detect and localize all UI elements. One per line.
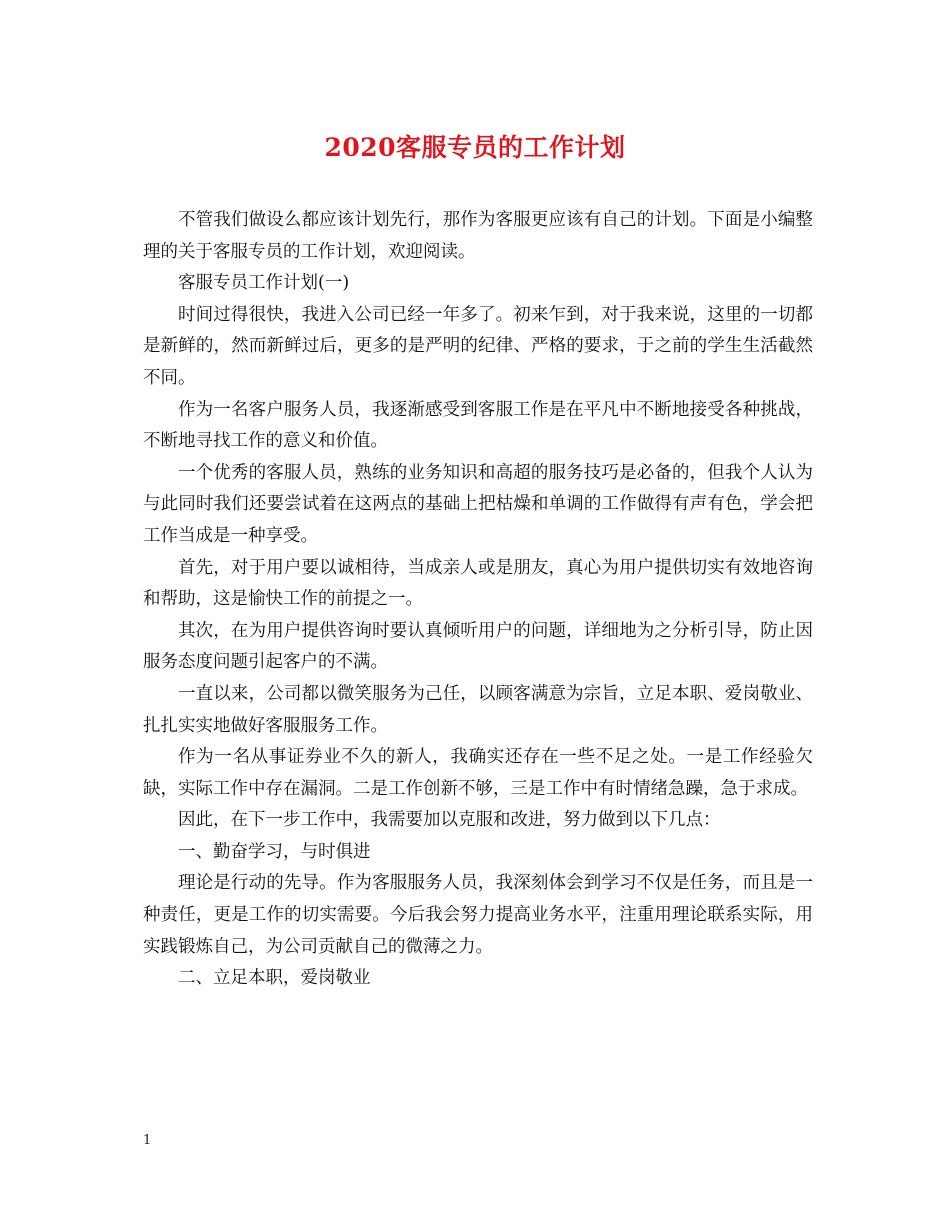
paragraph-intro: 不管我们做设么都应该计划先行，那作为客服更应该有自己的计划。下面是小编整理的关于客服专员的工作计划，欢迎阅读。 xyxy=(143,210,813,262)
paragraph: 理论是行动的先导。作为客服服务人员，我深刻体会到学习不仅是任务，而且是一种责任，更是工作的切实需要。今后我会努力提高业务水平，注重用理论联系实际，用实践锻炼自己，为公司贡献自己的微薄之力。 xyxy=(143,873,813,957)
paragraph: 首先，对于用户要以诚相待，当成亲人或是朋友，真心为用户提供切实有效地咨询和帮助，这是愉快工作的前提之一。 xyxy=(143,557,813,610)
subsection-heading: 一、勤奋学习，与时俱进 xyxy=(178,841,371,862)
paragraph: 作为一名客户服务人员，我逐渐感受到客服工作是在平凡中不断地接受各种挑战，不断地寻找工作的意义和价值。 xyxy=(143,399,813,452)
paragraph: 其次，在为用户提供咨询时要认真倾听用户的问题，详细地为之分析引导，防止因服务态度问题引起客户的不满。 xyxy=(143,620,813,673)
document-title: 2020客服专员的工作计划 xyxy=(324,133,626,162)
paragraph: 一直以来，公司都以微笑服务为己任，以顾客满意为宗旨，立足本职、爱岗敬业、扎扎实实地做好客服服务工作。 xyxy=(143,683,813,736)
paragraph: 因此，在下一步工作中，我需要加以克服和改进，努力做到以下几点： xyxy=(178,810,721,831)
paragraph: 一个优秀的客服人员，熟练的业务知识和高超的服务技巧是必备的，但我个人认为与此同时我们还要尝试着在这两点的基础上把枯燥和单调的工作做得有声有色，学会把工作当成是一种享受。 xyxy=(143,462,813,546)
document-body xyxy=(143,205,813,995)
page-number: 1 xyxy=(143,1133,152,1148)
paragraph: 时间过得很快，我进入公司已经一年多了。初来乍到，对于我来说，这里的一切都是新鲜的，然而新鲜过后，更多的是严明的纪律、严格的要求，于之前的学生生活截然不同。 xyxy=(143,304,813,388)
subsection-heading: 二、立足本职，爱岗敬业 xyxy=(178,968,371,989)
paragraph: 作为一名从事证券业不久的新人，我确实还存在一些不足之处。一是工作经验欠缺，实际工作中存在漏洞。二是工作创新不够，三是工作中有时情绪急躁，急于求成。 xyxy=(143,747,813,799)
section-heading: 客服专员工作计划(一) xyxy=(178,273,350,294)
